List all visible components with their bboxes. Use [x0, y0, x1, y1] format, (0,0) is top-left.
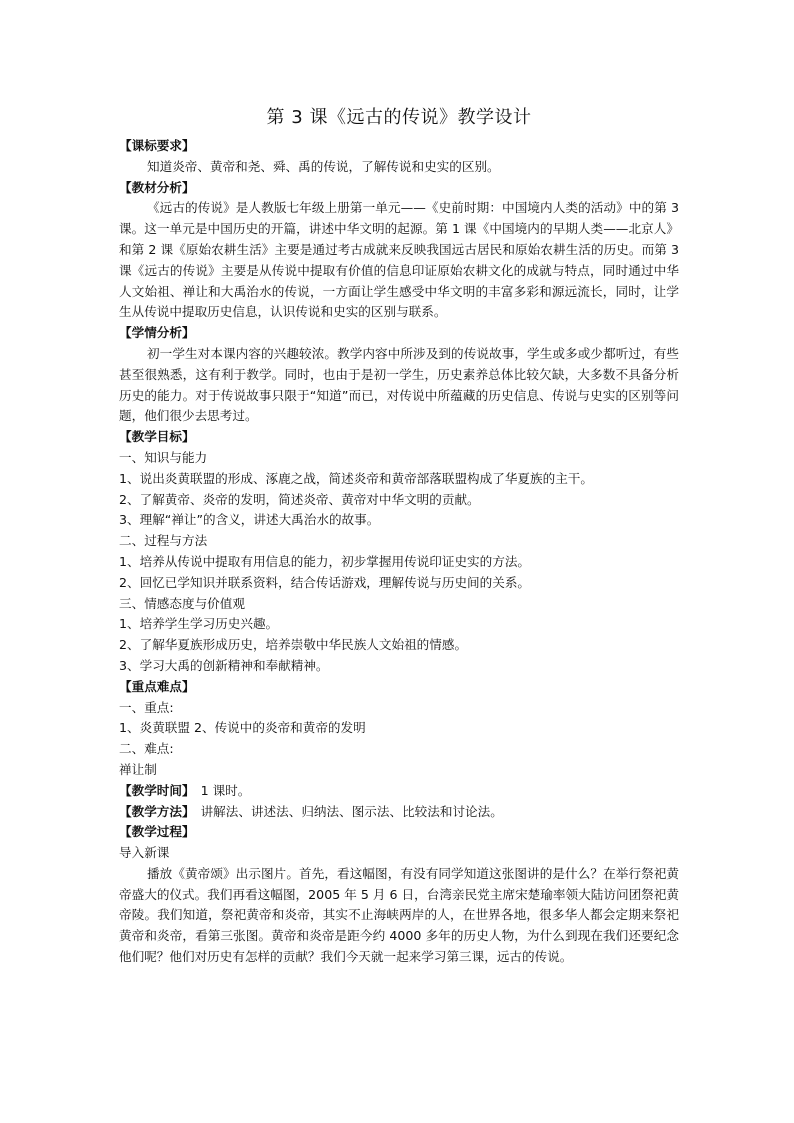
teaching-method-row — [119, 802, 679, 823]
textbook-analysis-text: 《远古的传说》是人教版七年级上册第一单元——《史前时期：中国境内人类的活动》中的第 3 课。这一单元是中国历史的开篇，讲述中华文明的起源。第 1 课《中国境内的早期人类——北京人》和第 2 课《原始农耕生活》主要是通过考古成就来反映我国远古居民和原始农耕生活的历史。而第 3 课《远古的传说》主要是从传说中提取有价值的信息印证原始农耕文化的成就与特点，同时通过中华人文始祖、禅让和大禹治水的传说，一方面让学生感受中华文明的丰富多彩和源远流长，同时，让学生从传说中提取历史信息，认识传说和史实的区别与联系。 — [119, 200, 679, 320]
keypoint-line: 禅让制 — [119, 761, 157, 777]
goal-line: 1、培养学生学习历史兴趣。 — [119, 616, 279, 632]
process-intro-text: 播放《黄帝颂》出示图片。首先，看这幅图，有没有同学知道这张图讲的是什么？在举行祭祀黄帝盛大的仪式。我们再看这幅图，2005 年 5 月 6 日，台湾亲民党主席宋楚瑜率领大陆访问团祭祀黄帝陵。我们知道，祭祀黄帝和炎帝，其实不止海峡两岸的人，在世界各地，很多华人都会定期来祭祀黄帝和炎帝，看第三张图。黄帝和炎帝是距今约 4000 多年的历史人物，为什么到现在我们还要纪念他们呢？他们对历史有怎样的贡献？我们今天就一起来学习第三课，远古的传说。 — [119, 865, 679, 965]
goal-line: 2、了解华夏族形成历史，培养崇敬中华民族人文始祖的情感。 — [119, 637, 468, 653]
goal-line: 3、理解“禅让”的含义，讲述大禹治水的故事。 — [119, 512, 380, 528]
goal-line: 2、了解黄帝、炎帝的发明，简述炎帝、黄帝对中华文明的贡献。 — [119, 491, 480, 507]
keypoint-line: 1、炎黄联盟 2、传说中的炎帝和黄帝的发明 — [119, 720, 366, 736]
teaching-time-row — [119, 781, 679, 802]
section-heading-keypoints: 【重点难点】 — [119, 678, 195, 694]
goal-line: 三、情感态度与价值观 — [119, 595, 245, 611]
keypoint-line: 一、重点: — [119, 699, 174, 715]
curriculum-text: 知道炎帝、黄帝和尧、舜、禹的传说，了解传说和史实的区别。 — [147, 158, 500, 174]
keypoint-line: 二、难点: — [119, 741, 174, 757]
goal-line: 3、学习大禹的创新精神和奉献精神。 — [119, 657, 329, 673]
document-title: 第 3 课《远古的传说》教学设计 — [266, 107, 532, 128]
goal-line: 2、回忆已学知识并联系资料，结合传话游戏，理解传说与历史间的关系。 — [119, 574, 531, 590]
goal-line: 二、过程与方法 — [119, 533, 208, 549]
goal-line: 1、培养从传说中提取有用信息的能力，初步掌握用传说印证史实的方法。 — [119, 553, 531, 569]
document-page — [119, 105, 679, 968]
section-heading-process: 【教学过程】 — [119, 824, 195, 840]
goal-line: 1、说出炎黄联盟的形成、涿鹿之战，简述炎帝和黄帝部落联盟构成了华夏族的主干。 — [119, 470, 593, 486]
goal-line: 一、知识与能力 — [119, 449, 208, 465]
teaching-method-label: 【教学方法】 — [119, 803, 195, 819]
student-analysis-text: 初一学生对本课内容的兴趣较浓。教学内容中所涉及到的传说故事，学生或多或少都听过，有些甚至很熟悉，这有利于教学。同时，也由于是初一学生，历史素养总体比较欠缺，大多数不具备分析历史的能力。对于传说故事只限于“知道”而已，对传说中所蕴藏的历史信息、传说与史实的区别等问题，他们很少去思考过。 — [119, 345, 679, 424]
section-heading-students: 【学情分析】 — [119, 325, 195, 341]
process-subheading: 导入新课 — [119, 845, 170, 861]
teaching-method-value: 讲解法、讲述法、归纳法、图示法、比较法和讨论法。 — [200, 803, 503, 819]
section-heading-textbook: 【教材分析】 — [119, 179, 195, 195]
section-heading-goals: 【教学目标】 — [119, 429, 195, 445]
section-heading-curriculum: 【课标要求】 — [119, 138, 195, 153]
teaching-time-value: 1 课时。 — [200, 782, 251, 798]
teaching-time-label: 【教学时间】 — [119, 782, 195, 798]
